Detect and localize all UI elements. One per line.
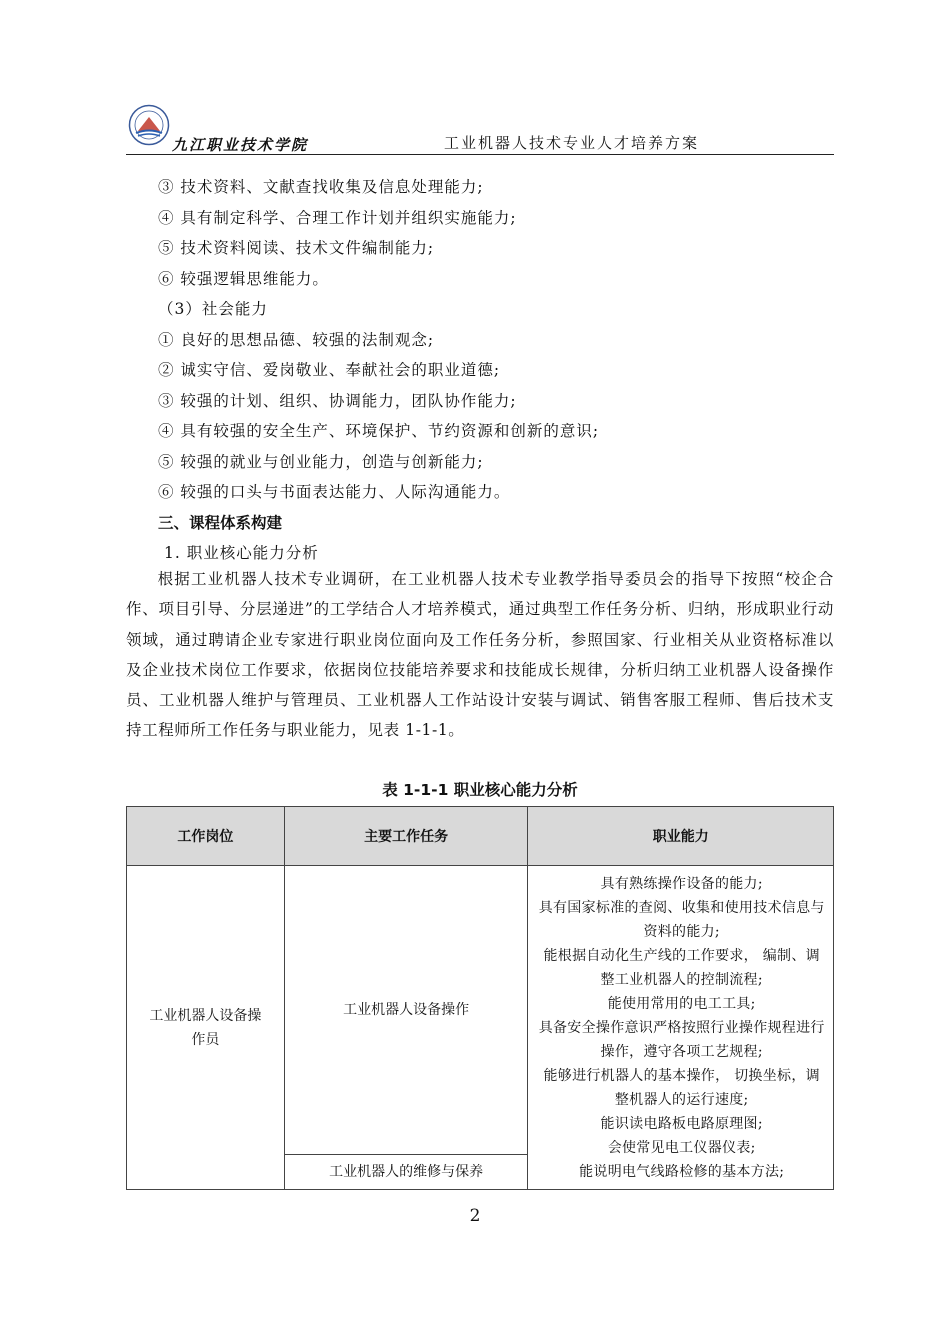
header-tasks: 主要工作任务: [284, 807, 528, 866]
ability-item: 能根据自动化生产线的工作要求， 编制、调整工业机器人的控制流程;: [543, 947, 820, 988]
task-cell: 工业机器人设备操作: [284, 866, 528, 1155]
ability-item: 能够进行机器人的基本操作， 切换坐标，调整机器人的运行速度;: [543, 1067, 820, 1108]
task-cell: 工业机器人的维修与保养: [284, 1155, 528, 1190]
list-item: ⑤ 较强的就业与创业能力，创造与创新能力;: [158, 452, 484, 471]
list-item: ⑥ 较强的口头与书面表达能力、人际沟通能力。: [158, 483, 511, 501]
table-caption: 表 1-1-1 职业核心能力分析: [382, 781, 578, 799]
ability-item: 能识读电路板电路原理图;: [600, 1115, 763, 1132]
ability-item: 会使常见电工仪器仪表;: [607, 1139, 756, 1156]
section-heading: 三、课程体系构建: [158, 513, 283, 532]
list-item: ② 诚实守信、爱岗敬业、奉献社会的职业道德;: [158, 361, 501, 379]
list-item: ⑤ 技术资料阅读、技术文件编制能力;: [158, 239, 435, 257]
header-abilities: 职业能力: [528, 807, 834, 866]
page-number: 2: [469, 1206, 481, 1226]
ability-item: 具备安全操作意识严格按照行业操作规程进行操作，遵守各项工艺规程;: [538, 1019, 825, 1060]
list-item: ④ 具有较强的安全生产、环境保护、节约资源和创新的意识;: [158, 422, 600, 440]
position-cell: 工业机器人设备操作员: [127, 866, 285, 1190]
ability-list: [158, 172, 848, 569]
core-ability-table: [126, 806, 834, 1190]
page-header: [126, 100, 834, 155]
list-item: ④ 具有制定科学、合理工作计划并组织实施能力;: [158, 208, 517, 227]
paragraph-text: 根据工业机器人技术专业调研，在工业机器人技术专业教学指导委员会的指导下按照“校企合作、项目引导、分层递进”的工学结合人才培养模式，通过典型工作任务分析、归纳，形成职业行动领域，通过聘请企业专家进行职业岗位面向及工作任务分析，参照国家、行业相关从业资格标准以及企业技术岗位工作要求，依据岗位技能培养要求和技能成长规律，分析归纳工业机器人设备操作员、工业机器人维护与管理员、工业机器人工作站设计安装与调试、销售客服工程师、售后技术支持工程师所工作任务与职业能力，见表 1-1-1。: [126, 570, 834, 740]
school-name: 九江职业技术学院: [172, 136, 309, 154]
ability-item: 能使用常用的电工工具;: [607, 995, 756, 1012]
ability-item: 具有国家标准的查阅、收集和使用技术信息与资料的能力;: [538, 899, 825, 940]
subheading-social-ability: （3）社会能力: [158, 300, 268, 318]
list-item: ③ 较强的计划、组织、协调能力，团队协作能力;: [158, 391, 517, 410]
list-item: ③ 技术资料、文献查找收集及信息处理能力;: [158, 178, 484, 196]
school-logo-icon: [128, 104, 170, 146]
table-row: [127, 866, 834, 1155]
body-paragraph: [126, 564, 834, 746]
abilities-cell: [528, 866, 834, 1190]
header-position: 工作岗位: [127, 807, 285, 866]
document-title: 工业机器人技术专业人才培养方案: [444, 134, 700, 152]
list-item: ① 良好的思想品德、较强的法制观念;: [158, 330, 435, 349]
ability-item: 能说明电气线路检修的基本方法;: [579, 1163, 785, 1180]
ability-item: 具有熟练操作设备的能力;: [600, 875, 763, 892]
subsection-heading: 1. 职业核心能力分析: [164, 544, 319, 562]
list-item: ⑥ 较强逻辑思维能力。: [158, 269, 329, 288]
table-header-row: [127, 807, 834, 866]
